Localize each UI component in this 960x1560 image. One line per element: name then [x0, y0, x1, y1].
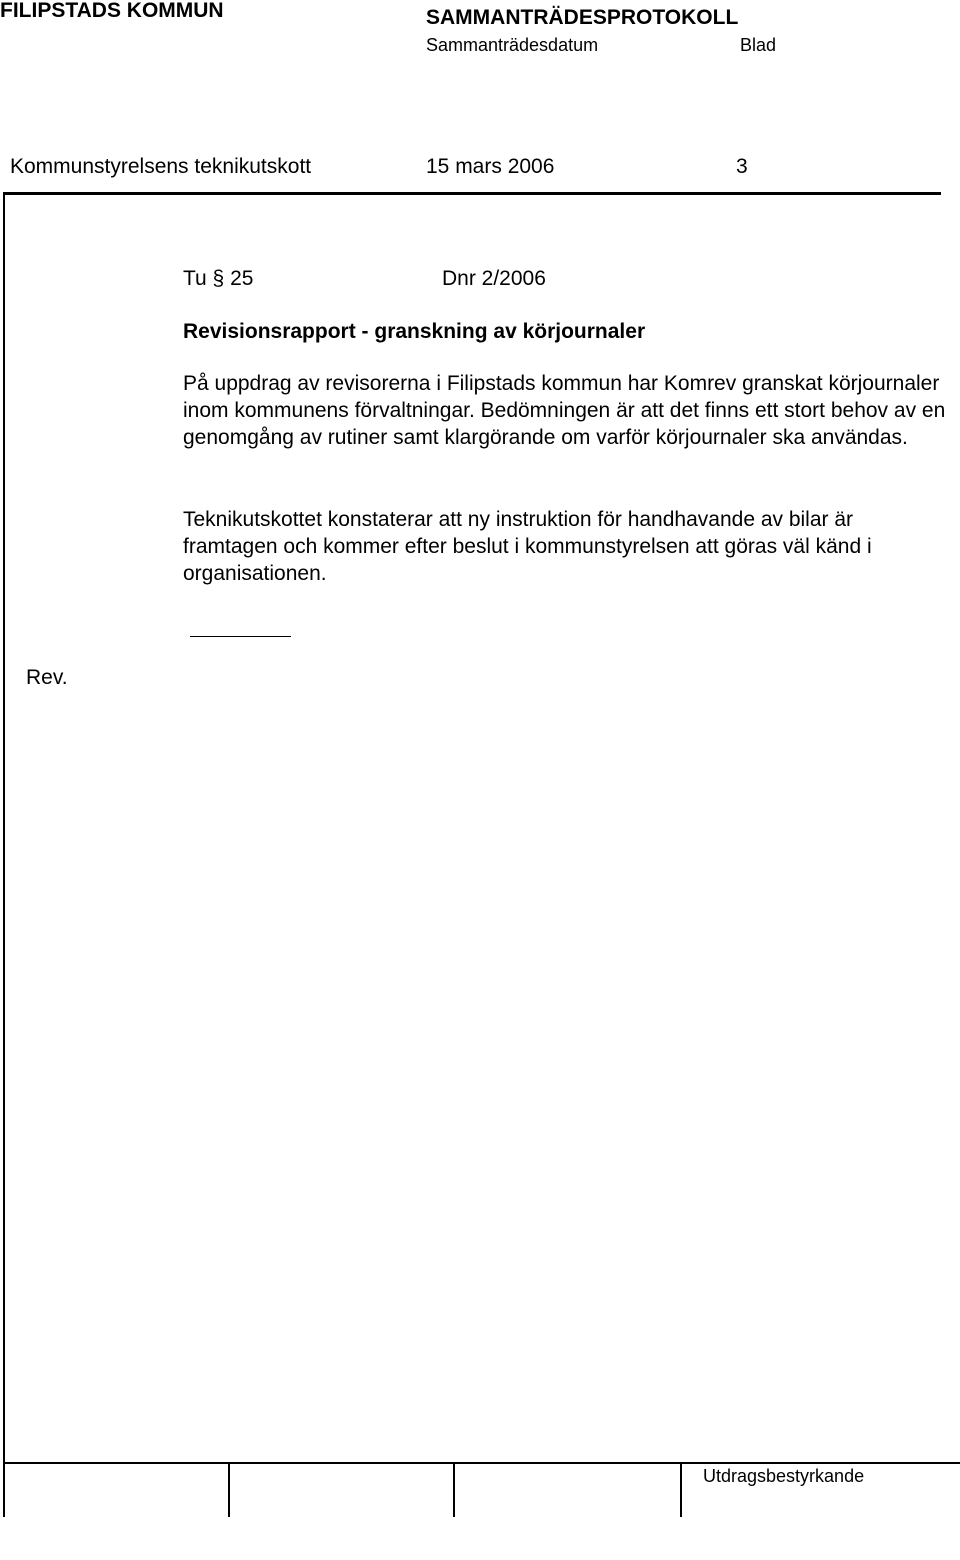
page-number: 3: [736, 155, 748, 178]
rev-label: Rev.: [26, 666, 68, 689]
footer-cell-divider: [680, 1462, 682, 1517]
footer-cell-divider: [228, 1462, 230, 1517]
signature-rule: [190, 636, 291, 637]
paragraph-1: På uppdrag av revisorerna i Filipstads kommun har Komrev granskat körjournaler inom kommunens förvaltningar. Bedömningen är att det finns ett stort behov av en genomgång av rutiner samt klargörande om varför körjournaler ska användas.: [183, 372, 946, 449]
document-type: SAMMANTRÄDESPROTOKOLL: [426, 6, 739, 29]
sheet-label: Blad: [740, 35, 777, 55]
section-reference: Tu § 25: [183, 267, 254, 290]
footer-rule: [3, 1462, 960, 1464]
frame-left-rule: [3, 192, 5, 1517]
organization-name: FILIPSTADS KOMMUN: [0, 0, 224, 22]
attestation-label: Utdragsbestyrkande: [703, 1466, 865, 1486]
meeting-date-label: Sammanträdesdatum: [426, 35, 599, 55]
committee-name: Kommunstyrelsens teknikutskott: [10, 155, 312, 178]
meeting-date: 15 mars 2006: [426, 155, 555, 178]
section-title: Revisionsrapport - granskning av körjournaler: [183, 320, 646, 343]
case-number: Dnr 2/2006: [442, 267, 546, 290]
frame-top-rule: [3, 192, 941, 195]
paragraph-2: Teknikutskottet konstaterar att ny instruktion för handhavande av bilar är framtagen och kommer efter beslut i kommunstyrelsen att göras väl känd i organisationen.: [183, 508, 872, 585]
footer-cell-divider: [453, 1462, 455, 1517]
